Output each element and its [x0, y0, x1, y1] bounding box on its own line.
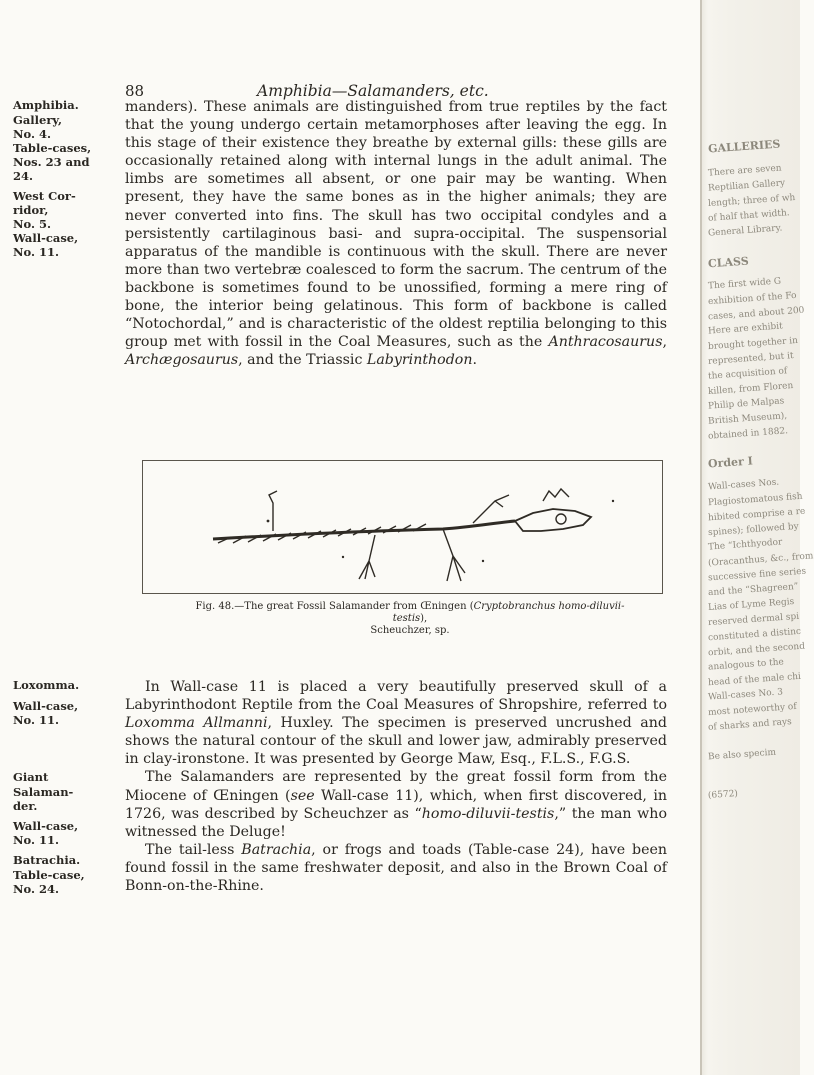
bleed-line: brought together in	[707, 335, 799, 353]
sidenote-line: Gallery,	[13, 113, 62, 127]
bleed-line: Philip de Malpas	[707, 396, 785, 412]
bleed-line: GALLERIES	[707, 137, 781, 156]
sidenote-line: No. 24.	[13, 882, 59, 896]
bleed-line: reserved dermal spi	[707, 611, 800, 629]
bleed-line: Wall-cases Nos.	[707, 477, 780, 493]
text-run: ,	[662, 334, 667, 351]
genus-name: Labyrinthodon	[366, 352, 473, 369]
bleed-line: orbit, and the second	[707, 641, 806, 659]
sidenote-line: Wall-case,	[13, 699, 79, 713]
text-run: .	[472, 352, 477, 369]
bleed-line: represented, but it	[707, 351, 794, 367]
caption-line-2: Scheuchzer, sp.	[370, 625, 450, 636]
bleed-line: Be also specim	[707, 747, 777, 763]
text-run: , and the Triassic	[238, 352, 367, 369]
text-run: , or frogs and toads (Table-case 24), have been found fossil in the same freshwater deposit, and also in the Brown Coal of Bonn-on-the-Rhine.	[125, 841, 667, 895]
text-run: Wall-case 11), which, when first discovered, in 1726, was described by Scheuchzer as “	[125, 787, 668, 822]
sidenote-line: Wall-case,	[13, 819, 79, 833]
text-run: ,” the man who witnessed the Deluge!	[125, 805, 667, 840]
salamander-skeleton-illustration	[143, 461, 662, 593]
sidenote-amphibia	[13, 98, 118, 259]
caption-text: ),	[420, 613, 428, 624]
sidenote-line: No. 11.	[13, 245, 59, 259]
bleed-line: British Museum),	[707, 411, 788, 427]
bleed-line: killen, from Floren	[707, 381, 794, 397]
bleed-line: the acquisition of	[707, 366, 788, 382]
bleed-line: spines); followed by	[707, 521, 800, 539]
sidenote-line: Loxomma.	[13, 678, 80, 692]
bleed-line: cases, and about 200	[707, 305, 805, 323]
sidenote-line: der.	[13, 799, 38, 813]
bleed-line: General Library.	[707, 223, 783, 239]
bleed-line: Plagiostomatous fish	[707, 491, 803, 509]
fossil-salamander-figure	[142, 460, 663, 594]
body-paragraph-2	[125, 678, 667, 768]
text-run: The Salamanders are represented by the great fossil form from the Miocene of Œningen (	[125, 769, 667, 804]
bleed-line: successive fine series	[707, 566, 807, 584]
bleed-line: of sharks and rays	[707, 717, 793, 733]
bleed-line: and the “Shagreen”	[707, 581, 799, 599]
bleed-line: most noteworthy of	[707, 701, 797, 719]
bleed-line: CLASS	[707, 254, 750, 271]
bleed-line: There are seven	[707, 163, 782, 179]
genus-name: Archægosaurus	[125, 352, 239, 369]
sidenote-line: No. 11.	[13, 833, 59, 847]
running-head: Amphibia—Salamanders, etc.	[257, 82, 489, 100]
sidenote-line: Nos. 23 and	[13, 155, 90, 169]
bleed-line: head of the male chi	[707, 671, 802, 689]
sidenote-line: No. 5.	[13, 217, 51, 231]
page-number: 88	[125, 82, 145, 100]
sidenote-line: West Cor-	[13, 189, 76, 203]
bleed-line: (Oracanthus, &c., from	[707, 551, 814, 569]
figure-caption	[190, 601, 630, 637]
text-run: The tail-less	[145, 841, 242, 858]
sidenote-line: Amphibia.	[13, 98, 79, 112]
sidenote-line: No. 4.	[13, 127, 51, 141]
sidenote-line: No. 11.	[13, 713, 59, 727]
facing-page-bleed-through	[700, 0, 814, 1075]
sidenote-line: Giant	[13, 770, 49, 784]
bleed-line: Wall-cases No. 3	[707, 687, 784, 703]
bleed-line: Lias of Lyme Regis	[707, 597, 795, 613]
text-run: manders). These animals are distinguished from true reptiles by the fact that the young undergo certain metamorphoses after leaving the egg. In this stage of their existence they breathe by external gills: these gills are occasionally retained along with internal lungs in the adult animal. The limbs are sometimes all absent, or one pair may be wanting. When present, they have the same bones as in the higher animals; they are never converted into fins. The skull has two occipital condyles and a persistently cartilaginous basi- and supra-occipital. The suspensorial apparatus of the mandible is continuous with the skull. There are never more than two vertebræ coalesced to form the sacrum. The centrum of the backbone is sometimes found to be unossified, forming a mere ring of bone, the interior being gelatinous. This form of backbone is called “Notochordal,” and is characteristic of the oldest reptilia belonging to this group met with fossil in the Coal Measures, such as the	[125, 99, 667, 351]
page-gutter-edge	[700, 0, 702, 1075]
body-paragraph-4	[125, 841, 667, 895]
bleed-line: hibited comprise a re	[707, 506, 806, 524]
sidenote-line: Salaman-	[13, 785, 74, 799]
sidenote-loxomma	[13, 678, 118, 727]
caption-species: Cryptobranchus homo-diluvii-testis	[392, 601, 625, 624]
sidenote-giant-salamander	[13, 770, 118, 896]
species-name: homo-diluvii-testis	[421, 805, 555, 822]
bleed-line: The “Ichthyodor	[707, 537, 783, 553]
sidenote-line: Batrachia.	[13, 853, 81, 867]
sidenote-line: Table-cases,	[13, 141, 92, 155]
body-paragraphs-2-4	[125, 678, 667, 895]
bleed-line: Order I	[707, 454, 754, 471]
species-name: Loxomma Allmanni	[125, 715, 268, 732]
bleed-line: (6572)	[707, 788, 739, 802]
taxon-name: Batrachia	[241, 841, 312, 858]
bleed-line: Here are exhibit	[707, 321, 784, 337]
text-run: , Huxley. The specimen is preserved uncrushed and shows the natural contour of the skull and lower jaw, admirably preserved in clay-ironstone. It was presented by George Maw, Esq., F.L.S., F.G.S.	[125, 715, 667, 768]
bleed-line: obtained in 1882.	[707, 426, 789, 442]
sidenote-line: 24.	[13, 169, 34, 183]
sidenote-line: ridor,	[13, 203, 49, 217]
caption-text: Fig. 48.—The great Fossil Salamander from Œningen (	[195, 601, 474, 612]
genus-name: Anthracosaurus	[548, 334, 663, 351]
bleed-line: The first wide G	[707, 276, 782, 292]
bleed-line: constituted a distinc	[707, 626, 802, 644]
bleed-line: exhibition of the Fo	[707, 290, 797, 308]
text-run: In Wall-case 11 is placed a very beautifully preserved skull of a Labyrinthodont Reptile from the Coal Measures of Shropshire, referred to	[125, 679, 667, 714]
bleed-line: Reptilian Gallery	[707, 178, 786, 194]
sidenote-line: Wall-case,	[13, 231, 79, 245]
body-paragraph-3	[125, 768, 667, 840]
bleed-line: analogous to the	[707, 657, 785, 673]
bleed-line: length; three of wh	[707, 192, 796, 210]
bleed-line: of half that width.	[707, 208, 790, 224]
body-paragraph-1	[125, 98, 667, 369]
sidenote-line: Table-case,	[13, 868, 85, 882]
italic-word: see	[290, 787, 315, 804]
